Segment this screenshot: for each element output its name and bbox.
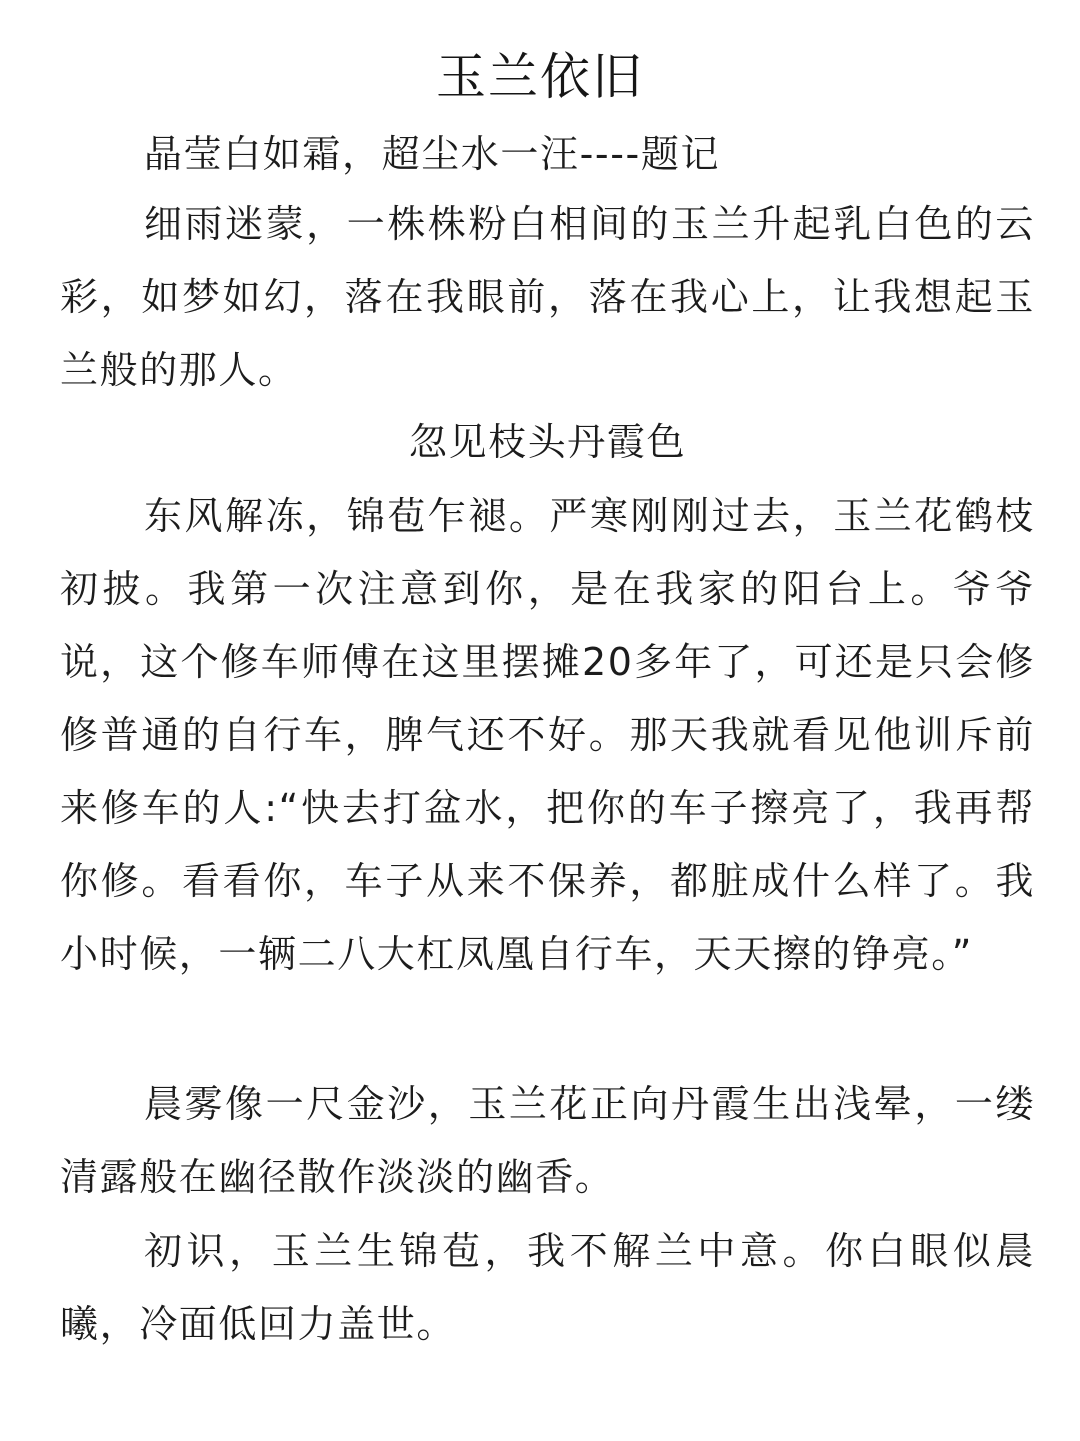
paragraph-4: 初识，玉兰生锦苞，我不解兰中意。你白眼似晨曦，冷面低回力盖世。	[60, 1229, 1035, 1346]
section-heading: 忽见枝头丹霞色	[408, 420, 687, 464]
document-title: 玉兰依旧	[436, 48, 644, 106]
paragraph-3: 晨雾像一尺金沙，玉兰花正向丹霞生出浅晕，一缕清露般在幽径散作淡淡的幽香。	[60, 1082, 1035, 1199]
paragraph-1: 细雨迷蒙，一株株粉白相间的玉兰升起乳白色的云彩，如梦如幻，落在我眼前，落在我心上，让我想起玉兰般的那人。	[60, 202, 1035, 392]
epigraph: 晶莹白如霜，超尘水一汪----题记	[144, 132, 721, 176]
paragraph-2: 东风解冻，锦苞乍褪。严寒刚刚过去，玉兰花鹤枝初披。我第一次注意到你，是在我家的阳台上。爷爷说，这个修车师傅在这里摆摊20多年了，可还是只会修修普通的自行车，脾气还不好。那天我就看见他训斥前来修车的人:“快去打盆水，把你的车子擦亮了，我再帮你修。看看你，车子从来不保养，都脏成什么样了。我小时候，一辆二八大杠凤凰自行车，天天擦的铮亮。”	[60, 494, 1035, 976]
